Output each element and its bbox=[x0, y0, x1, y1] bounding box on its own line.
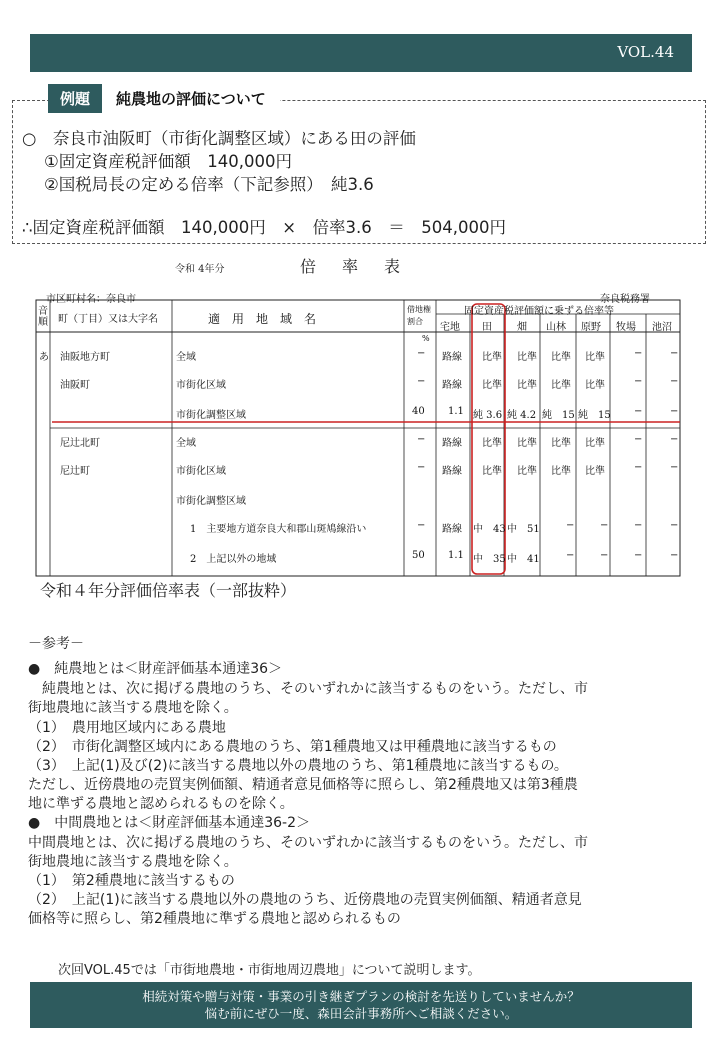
row-area: 市街化調整区域 bbox=[176, 410, 246, 421]
row-kana: あ bbox=[39, 352, 49, 363]
row-cell: − bbox=[634, 376, 643, 387]
header-col-1: 田 bbox=[482, 322, 492, 333]
next-issue-note: 次回VOL.45では「市街地農地・市街地周辺農地」について説明します。 bbox=[58, 963, 481, 978]
row-cell: 比準 bbox=[482, 380, 502, 391]
row-cell: 比準 bbox=[517, 466, 537, 477]
row-lease: 50 bbox=[412, 550, 425, 561]
example-line-1: ○ 奈良市油阪町（市街化調整区域）にある田の評価 bbox=[22, 129, 416, 148]
row-cell: − bbox=[566, 550, 575, 561]
row-cell: − bbox=[600, 550, 609, 561]
row-cell: − bbox=[670, 462, 679, 473]
header-col-5: 牧場 bbox=[616, 322, 636, 333]
row-area: 市街化調整区域 bbox=[176, 496, 246, 507]
row-cell: 路線 bbox=[442, 438, 462, 449]
header-town: 町（丁目）又は大字名 bbox=[58, 314, 158, 325]
header-bar bbox=[30, 34, 692, 72]
reference-line: （1） 農用地区域内にある農地 bbox=[28, 720, 226, 736]
row-lease: − bbox=[417, 520, 426, 531]
header-col-2: 畑 bbox=[517, 322, 527, 333]
row-cell: 比準 bbox=[585, 352, 605, 363]
row-cell: 中 51 bbox=[507, 524, 540, 535]
header-order: 音順 bbox=[38, 306, 48, 328]
example-line-4: ∴固定資産税評価額 140,000円 × 倍率3.6 ＝ 504,000円 bbox=[22, 218, 507, 237]
reference-line: 中間農地とは、次に掲げる農地のうち、そのいずれかに該当するものをいう。ただし、市 bbox=[28, 835, 588, 851]
row-cell: − bbox=[670, 348, 679, 359]
row-cell: 中 43 bbox=[473, 524, 506, 535]
row-area: 全域 bbox=[176, 352, 196, 363]
reference-line: 街地農地に該当する農地を除く。 bbox=[28, 854, 238, 870]
example-line-3: ②国税局長の定める倍率（下記参照） 純3.6 bbox=[44, 175, 374, 194]
reference-line: ただし、近傍農地の売買実例価額、精通者意見価格等に照らし、第2種農地又は第3種農 bbox=[28, 777, 578, 793]
row-cell: − bbox=[566, 520, 575, 531]
example-tag: 例題 bbox=[48, 84, 102, 113]
row-town: 油阪地方町 bbox=[60, 352, 110, 363]
row-cell: 比準 bbox=[517, 380, 537, 391]
row-cell: 中 41 bbox=[507, 554, 540, 565]
footer-line-2: 悩む前にぜひ一度、森田会計事務所へご相談ください。 bbox=[204, 1006, 518, 1021]
row-area: 全域 bbox=[176, 438, 196, 449]
row-cell: − bbox=[670, 434, 679, 445]
reference-line: （2） 上記(1)に該当する農地以外の農地のうち、近傍農地の売買実例価額、精通者意見 bbox=[28, 892, 582, 908]
row-cell: 比準 bbox=[517, 438, 537, 449]
row-lease: − bbox=[417, 434, 426, 445]
footer-bar bbox=[30, 982, 692, 1028]
row-lease: − bbox=[417, 348, 426, 359]
row-cell: 比準 bbox=[585, 438, 605, 449]
table-office: 奈良税務署 bbox=[600, 294, 650, 305]
row-area: 2 上記以外の地域 bbox=[190, 554, 277, 565]
header-col-6: 池沼 bbox=[652, 322, 672, 333]
row-cell: 比準 bbox=[517, 352, 537, 363]
row-cell: 純 15 bbox=[578, 410, 611, 421]
row-cell: 比準 bbox=[482, 438, 502, 449]
row-cell: 比準 bbox=[585, 466, 605, 477]
row-cell: 比準 bbox=[551, 352, 571, 363]
row-cell: − bbox=[634, 462, 643, 473]
row-cell: 路線 bbox=[442, 352, 462, 363]
row-cell: 路線 bbox=[442, 524, 462, 535]
row-cell: − bbox=[670, 406, 679, 417]
row-cell: − bbox=[634, 406, 643, 417]
reference-line: 価格等に照らし、第2種農地に準ずる農地と認められるもの bbox=[28, 911, 401, 927]
header-col-4: 原野 bbox=[581, 322, 601, 333]
example-line-2: ①固定資産税評価額 140,000円 bbox=[44, 152, 293, 171]
reference-line: 街地農地に該当する農地を除く。 bbox=[28, 700, 238, 716]
row-area: 市街化区域 bbox=[176, 466, 226, 477]
row-cell: 比準 bbox=[482, 352, 502, 363]
row-cell: − bbox=[670, 550, 679, 561]
reference-line: 純農地とは、次に掲げる農地のうち、そのいずれかに該当するものをいう。ただし、市 bbox=[28, 681, 588, 697]
row-area: 市街化区域 bbox=[176, 380, 226, 391]
header-area: 適 用 地 域 名 bbox=[208, 312, 317, 326]
reference-heading: －参考－ bbox=[28, 636, 84, 652]
table-year: 令和 4年分 bbox=[175, 264, 225, 275]
header-col-3: 山林 bbox=[546, 322, 566, 333]
row-lease: 40 bbox=[412, 406, 425, 417]
reference-line: ● 純農地とは＜財産評価基本通達36＞ bbox=[28, 661, 283, 677]
row-cell: − bbox=[600, 520, 609, 531]
row-cell: − bbox=[670, 376, 679, 387]
example-title: 純農地の評価について bbox=[116, 89, 266, 108]
row-cell: − bbox=[670, 520, 679, 531]
row-lease: − bbox=[417, 462, 426, 473]
row-cell: 路線 bbox=[442, 466, 462, 477]
table-title: 倍率表 bbox=[300, 257, 427, 276]
row-cell: 純 3.6 bbox=[473, 410, 503, 421]
header-pct: % bbox=[422, 334, 430, 343]
row-town: 油阪町 bbox=[60, 380, 90, 391]
row-cell: 1.1 bbox=[448, 550, 464, 561]
row-town: 尼辻町 bbox=[60, 466, 90, 477]
row-cell: 純 4.2 bbox=[507, 410, 537, 421]
header-lease: 借地権割合 bbox=[407, 305, 431, 326]
row-cell: 1.1 bbox=[448, 406, 464, 417]
row-town: 尼辻北町 bbox=[60, 438, 100, 449]
header-col-0: 宅地 bbox=[440, 322, 460, 333]
row-cell: 比準 bbox=[482, 466, 502, 477]
footer-line-1: 相続対策や贈与対策・事業の引き継ぎプランの検討を先送りしていませんか？ bbox=[142, 989, 580, 1004]
volume-label: VOL.44 bbox=[617, 43, 674, 61]
reference-line: 地に準ずる農地と認められるものを除く。 bbox=[28, 796, 294, 812]
row-cell: 比準 bbox=[585, 380, 605, 391]
row-cell: 比準 bbox=[551, 438, 571, 449]
table-city: 市区町村名：奈良市 bbox=[46, 294, 136, 305]
reference-line: （3） 上記(1)及び(2)に該当する農地以外の農地のうち、第1種農地に該当するもの。 bbox=[28, 758, 568, 774]
row-cell: 比準 bbox=[551, 380, 571, 391]
table-caption: 令和４年分評価倍率表（一部抜粋） bbox=[40, 581, 297, 600]
reference-line: （1） 第2種農地に該当するもの bbox=[28, 873, 235, 889]
row-lease: − bbox=[417, 376, 426, 387]
row-cell: − bbox=[634, 434, 643, 445]
row-cell: 純 15 bbox=[542, 410, 575, 421]
header-fixed: 固定資産税評価額に乗ずる倍率等 bbox=[464, 306, 614, 317]
row-cell: 路線 bbox=[442, 380, 462, 391]
row-cell: − bbox=[634, 550, 643, 561]
row-cell: 中 35 bbox=[473, 554, 506, 565]
row-cell: − bbox=[634, 348, 643, 359]
reference-line: ● 中間農地とは＜財産評価基本通達36-2＞ bbox=[28, 815, 310, 831]
row-cell: 比準 bbox=[551, 466, 571, 477]
multiplier-table bbox=[30, 250, 692, 580]
example-title-row bbox=[48, 83, 280, 113]
reference-line: （2） 市街化調整区域内にある農地のうち、第1種農地又は甲種農地に該当するもの bbox=[28, 739, 557, 755]
row-cell: − bbox=[634, 520, 643, 531]
row-area: 1 主要地方道奈良大和郡山斑鳩線沿い bbox=[190, 524, 367, 535]
